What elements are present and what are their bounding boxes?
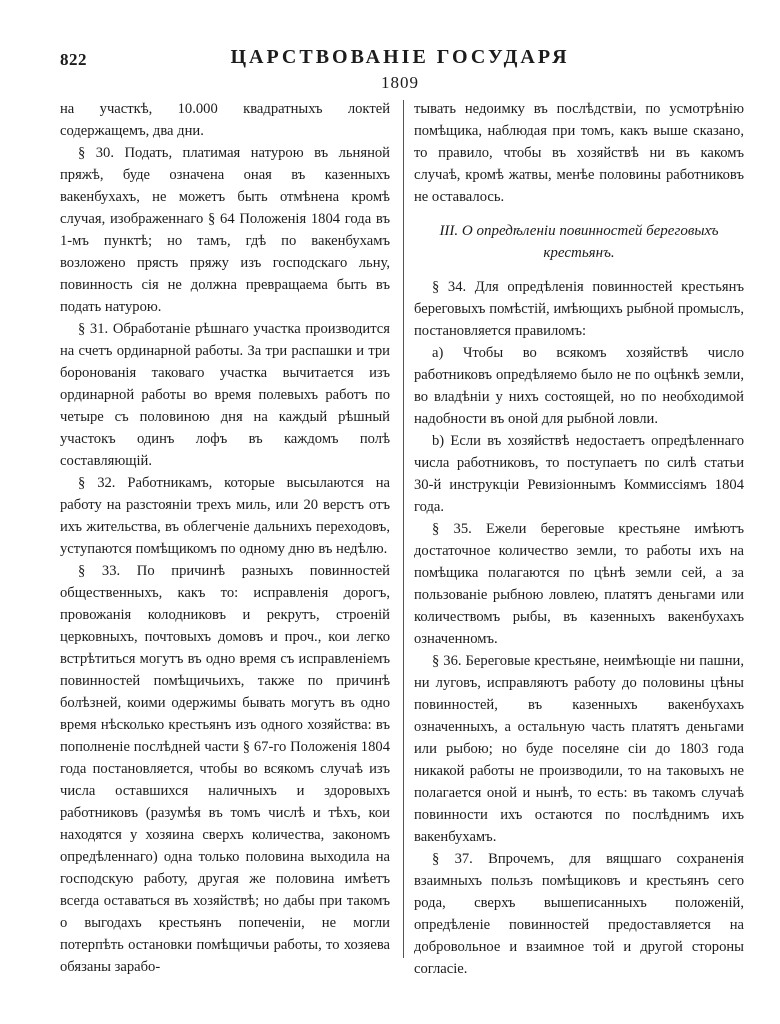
paragraph-item-a: a) Чтобы во всякомъ хозяйствѣ число работниковъ опредѣляемо было не по оцѣнкѣ земли, во владѣніи у нихъ состоящей, но по необходимой надобности въ оной для рыбной ловли. — [414, 345, 744, 427]
left-column — [60, 98, 390, 978]
page-number: 822 — [60, 50, 87, 69]
paragraph-section-36: § 36. Береговые крестьяне, неимѣющіе ни пашни, ни луговъ, исправляютъ работу до половины цѣны повинностей, въ казенныхъ вакенбухахъ означенныхъ, а остальную часть платятъ деньгами или рыбою; но буде поселяне сіи до 1803 года никакой работы не производили, то на таковыхъ не полагается оной и нынѣ, то есть: въ такомъ случаѣ повинности ихъ остаются по послѣднимъ ихъ вакенбухамъ. — [414, 653, 744, 845]
running-head: ЦАРСТВОВАНІЕ ГОСУДАРЯ — [230, 46, 570, 68]
paragraph-section-31: § 31. Обработаніе рѣшнаго участка производится на счетъ ординарной работы. За три распашки и три боронованія таковаго участка вычитается изъ ординарной работы во время полевыхъ работъ по четыре съ половиною дня на каждый рѣшный участокъ одинъ лофъ въ каждомъ полѣ составляющій. — [60, 321, 390, 469]
paragraph-section-37: § 37. Впрочемъ, для вящшаго сохраненія взаимныхъ пользъ помѣщиковъ и крестьянъ сего рода, сверхъ вышеписанныхъ положеній, опредѣленіе повинностей предоставляется на добровольное и взаимное той и другой стороны согласіе. — [414, 851, 744, 977]
year-heading: 1809 — [381, 73, 419, 92]
column-divider — [403, 100, 404, 958]
paragraph-section-34: § 34. Для опредѣленія повинностей крестьянъ береговыхъ помѣстій, имѣющихъ рыбной промыслъ, постановляется правиломъ: — [414, 279, 744, 339]
section-heading: III. О опредѣленіи повинностей береговыхъ крестьянъ. — [439, 223, 719, 261]
paragraph: на участкѣ, 10.000 квадратныхъ локтей содержащемъ, два дни. — [60, 101, 390, 139]
paragraph-section-33: § 33. По причинѣ разныхъ повинностей общественныхъ, какъ то: исправленія дорогъ, провожанія колодниковъ и рекрутъ, строеній церковныхъ, почтовыхъ домовъ и проч., кои легко встрѣтиться могутъ въ одно время съ исправленіемъ повинностей помѣщичьихъ, также по причинѣ болѣзней, коими одержимы бывать могутъ въ одно время нѣсколько крестьянъ изъ одного хозяйства: въ пополненіе послѣдней части § 67-го Положенія 1804 года постановляется, чтобы во всякомъ случаѣ изъ числа оставшихся наличныхъ и здоровыхъ работниковъ (разумѣя въ томъ числѣ и тѣхъ, кои находятся у хозяина сверхъ количества, закономъ опредѣленнаго) одна только половина выходила на господскую работу, другая же половина имѣетъ всегда оставаться въ хозяйствѣ; но дабы при такомъ о выгодахъ крестьянъ попеченіи, не могли потерпѣть остановки помѣщичьи работы, то хозяева обязаны зарабо- — [60, 563, 390, 975]
right-column — [414, 98, 744, 980]
paragraph-section-35: § 35. Ежели береговые крестьяне имѣютъ достаточное количество земли, то работы ихъ на помѣщика полагаются по цѣнѣ земли сей, а за пользованіе рыбною ловлею, платятъ деньгами или количествомъ рыбы, въ казенныхъ вакенбухахъ означенномъ. — [414, 521, 744, 647]
paragraph: тывать недоимку въ послѣдствіи, по усмотрѣнію помѣщика, наблюдая при томъ, какъ выше сказано, то правило, чтобы въ хозяйствѣ ни въ какомъ случаѣ, кромѣ жатвы, менѣе половины работниковъ не оставалось. — [414, 101, 744, 205]
paragraph-section-32: § 32. Работникамъ, которые высылаются на работу на разстояніи трехъ миль, или 20 верстъ отъ ихъ жительства, въ облегченіе дальнихъ переходовъ, уступаются помѣщикомъ по одному дню въ недѣлю. — [60, 475, 390, 557]
paragraph-item-b: b) Если въ хозяйствѣ недостаетъ опредѣленнаго числа работниковъ, то поступаетъ по силѣ статьи 30-й инструкціи Ревизіоннымъ Коммиссіямъ 1804 года. — [414, 433, 744, 515]
paragraph-section-30: § 30. Подать, платимая натурою въ льняной пряжѣ, буде означена оная въ казенныхъ вакенбухахъ, не можетъ быть отмѣнена кромѣ случая, изображеннаго § 64 Положенія 1804 года въ 1-мъ пунктѣ; но тамъ, гдѣ по вакенбухамъ возложено прясть пряжу изъ господскаго льну, повинность сія не должна превращаема быть въ подать натурою. — [60, 145, 390, 315]
